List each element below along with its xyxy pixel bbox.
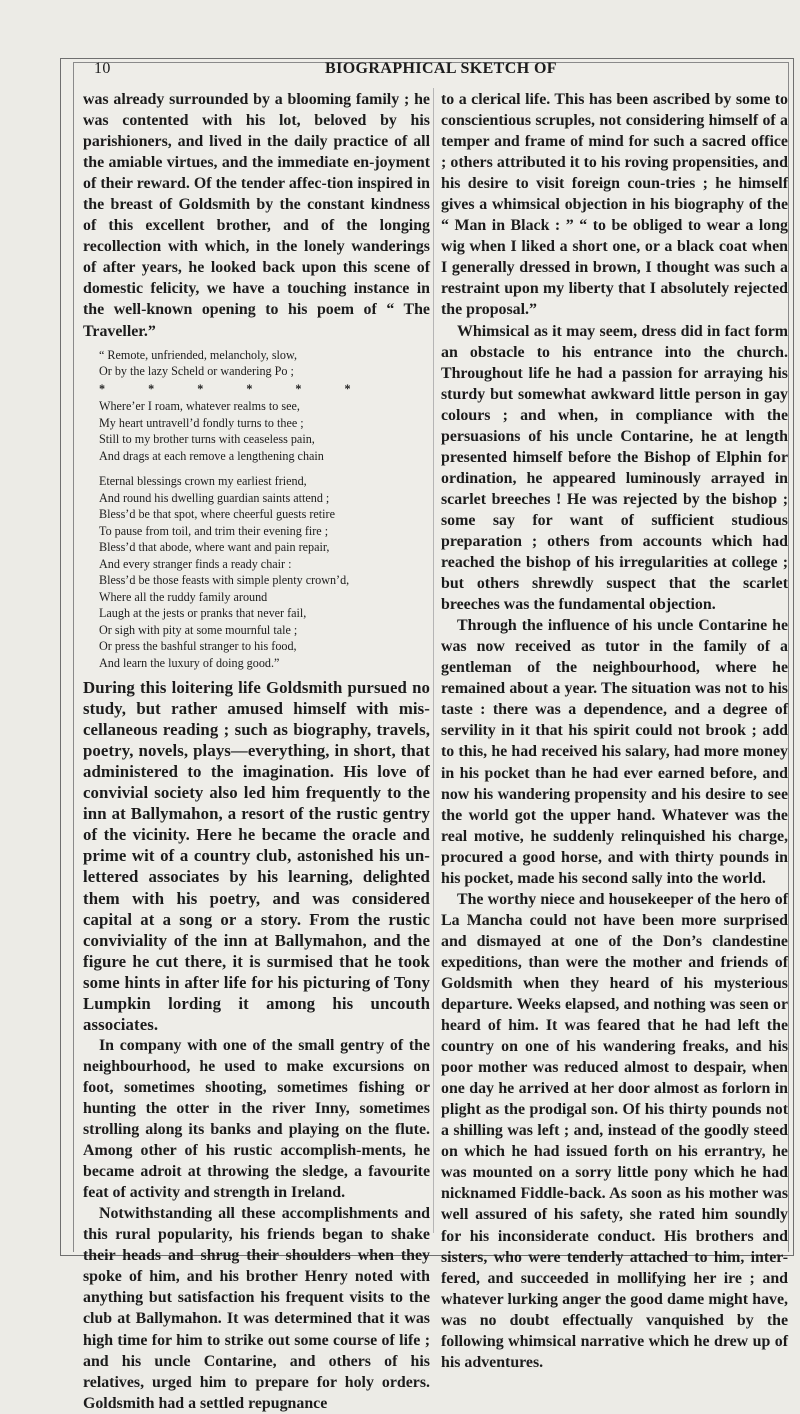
poem-line: And every stranger finds a ready chair :: [99, 556, 292, 571]
poem-line: And learn the luxury of doing good.”: [99, 655, 280, 670]
poem-line: Or sigh with pity at some mournful tale ;: [99, 622, 298, 637]
column-divider: [433, 88, 434, 1233]
paragraph: During this loitering life Goldsmith pursued no study, but rather amused himself with mis-cellaneous reading ; such as biography, travels, poetry, novels, plays—everything, in short, that administered to the imagination. His love of convivial society also led him frequently to the inn at Ballymahon, a resort of the rustic gentry of the vicinity. Here he became the oracle and prime wit of a country club, astonished his un-lettered associates by his learning, delighted them with his poetry, and was considered capital at a song or a story. From the rustic conviviality of the inn at Ballymahon, and the figure he cut there, it is surmised that he took some hints in after life for his picturing of Tony Lumpkin lording it among his uncouth associates.: [83, 678, 430, 1034]
poem-line: To pause from toil, and trim their evening fire ;: [99, 523, 329, 538]
poem-line: Bless’d that abode, where want and pain repair,: [99, 540, 330, 555]
running-title: BIOGRAPHICAL SKETCH OF: [325, 60, 557, 77]
poem-line: And round his dwelling guardian saints attend ;: [99, 490, 330, 505]
paragraph: Whimsical as it may seem, dress did in fact form an obstacle to his entrance into the church. Throughout life he had a passion for arraying his sturdy but somewhat awkward little person in gay colours ; and when, in compliance with the persuasions of his uncle Contarine, he at length presented himself before the Bishop of Elphin for ordination, he appeared luminously arrayed in scarlet breeches ! He was rejected by the bishop ; some say for want of sufficient studious preparation ; others from accounts which had reached the bishop of his irregularities at college ; but others shrewdly suspect that the scarlet breeches was the fundamental objection.: [441, 322, 788, 614]
paragraph: The worthy niece and housekeeper of the hero of La Mancha could not have been more surprised and dismayed at one of the Don’s clandestine expeditions, than were the mother and friends of Goldsmith when they heard of his mysterious departure. Weeks elapsed, and nothing was seen or heard of him. It was feared that he had left the country on one of his wandering freaks, and his poor mother was reduced almost to despair, when one day he arrived at her door almost as forlorn in plight as the prodigal son. Of his thirty pounds not a shilling was left ; and, instead of the goodly steed on which he had issued forth on his errantry, he was mounted on a sorry little pony which he had nicknamed Fiddle-back. As soon as his mother was well assured of his safety, she rated him soundly for his inconsiderate conduct. His brothers and sisters, who were tenderly attached to him, inter-fered, and succeeded in mollifying her ire ; and whatever lurking anger the good dame might have, was no doubt effectually vanquished by the following whimsical narrative which he drew up of his adventures.: [441, 890, 788, 1371]
poem-line: And drags at each remove a lengthening chain: [99, 448, 324, 463]
poem-line: Laugh at the jests or pranks that never fail,: [99, 606, 307, 621]
poem-stanza-2: [99, 398, 430, 464]
left-column: [83, 89, 430, 1414]
poem-line: My heart untravell’d fondly turns to thee ;: [99, 415, 304, 430]
poem-line: Bless’d be that spot, where cheerful guests retire: [99, 507, 335, 522]
poem-line: “ Remote, unfriended, melancholy, slow,: [99, 347, 298, 362]
paragraph: Through the influence of his uncle Contarine he was now received as tutor in the family of a gentleman of the neighbourhood, where he remained about a year. The situation was not to his taste : there was a dependence, and a degree of servility in it that his spirit could not brook ; add to this, he had received his salary, had more money in his pocket than he had ever earned before, and now his wandering propensity and his desire to see the world got the upper hand. Whatever was the real motive, he suddenly relinquished his charge, procured a good horse, and with thirty pounds in his pocket, made his second sally into the world.: [441, 617, 788, 887]
paragraph: to a clerical life. This has been ascribed by some to conscientious scruples, not considering himself of a temper and frame of mind for such a sacred office ; others attributed it to his roving propensities, and his desire to visit foreign coun-tries ; he himself gives a whimsical objection in his biography of the “ Man in Black : ” “ to be obliged to wear a long wig when I liked a short one, or a black coat when I generally dressed in brown, I thought was such a restraint upon my liberty that I absolutely rejected the proposal.”: [441, 91, 788, 319]
poem-stanza-3: [99, 473, 430, 671]
paragraph: was already surrounded by a blooming family ; he was contented with his lot, beloved by his parishioners, and lived in the daily practice of all the amiable virtues, and the immediate en-joyment of their reward. Of the tender affec-tion inspired in the breast of Goldsmith by the constant kindness of this excellent brother, and of the longing recollection with which, in the lonely wanderings of after years, he looked back upon this scene of domestic felicity, we have a touching instance in the well-known opening to his poem of “ The Traveller.”: [83, 91, 430, 340]
poem-line: Where all the ruddy family around: [99, 589, 268, 604]
poem-line: Or press the bashful stranger to his food,: [99, 639, 297, 654]
poem-line: Bless’d be those feasts with simple plenty crown’d,: [99, 573, 350, 588]
page-number: 10: [94, 60, 111, 77]
page-header: [74, 60, 790, 84]
paragraph: Notwithstanding all these accomplishments and this rural popularity, his friends began to shake their heads and shrug their shoulders when they spoke of him, and his brother Henry noted with anything but satisfaction his frequent visits to the club at Ballymahon. It was determined that it was high time for him to strike out some course of life ; and his uncle Contarine, and others of his relatives, urged him to prepare for holy orders. Goldsmith had a settled repugnance: [83, 1205, 430, 1412]
poem-traveller: [99, 347, 430, 672]
poem-line: Eternal blessings crown my earliest friend,: [99, 474, 307, 489]
poem-ellipsis-asterisks: * * * * * *: [99, 381, 371, 396]
right-column: [441, 89, 788, 1373]
poem-line: Or by the lazy Scheld or wandering Po ;: [99, 364, 294, 379]
poem-line: Still to my brother turns with ceaseless pain,: [99, 432, 315, 447]
poem-line: Where’er I roam, whatever realms to see,: [99, 399, 300, 414]
paragraph: In company with one of the small gentry of the neighbourhood, he used to make excursions on foot, sometimes shooting, sometimes fishing or hunting the otter in the river Inny, sometimes strolling along its banks and playing on the flute. Among other of his rustic accomplish-ments, he became adroit at throwing the sledge, a favourite feat of activity and strength in Ireland.: [83, 1036, 430, 1202]
poem-stanza-1: [99, 347, 430, 380]
